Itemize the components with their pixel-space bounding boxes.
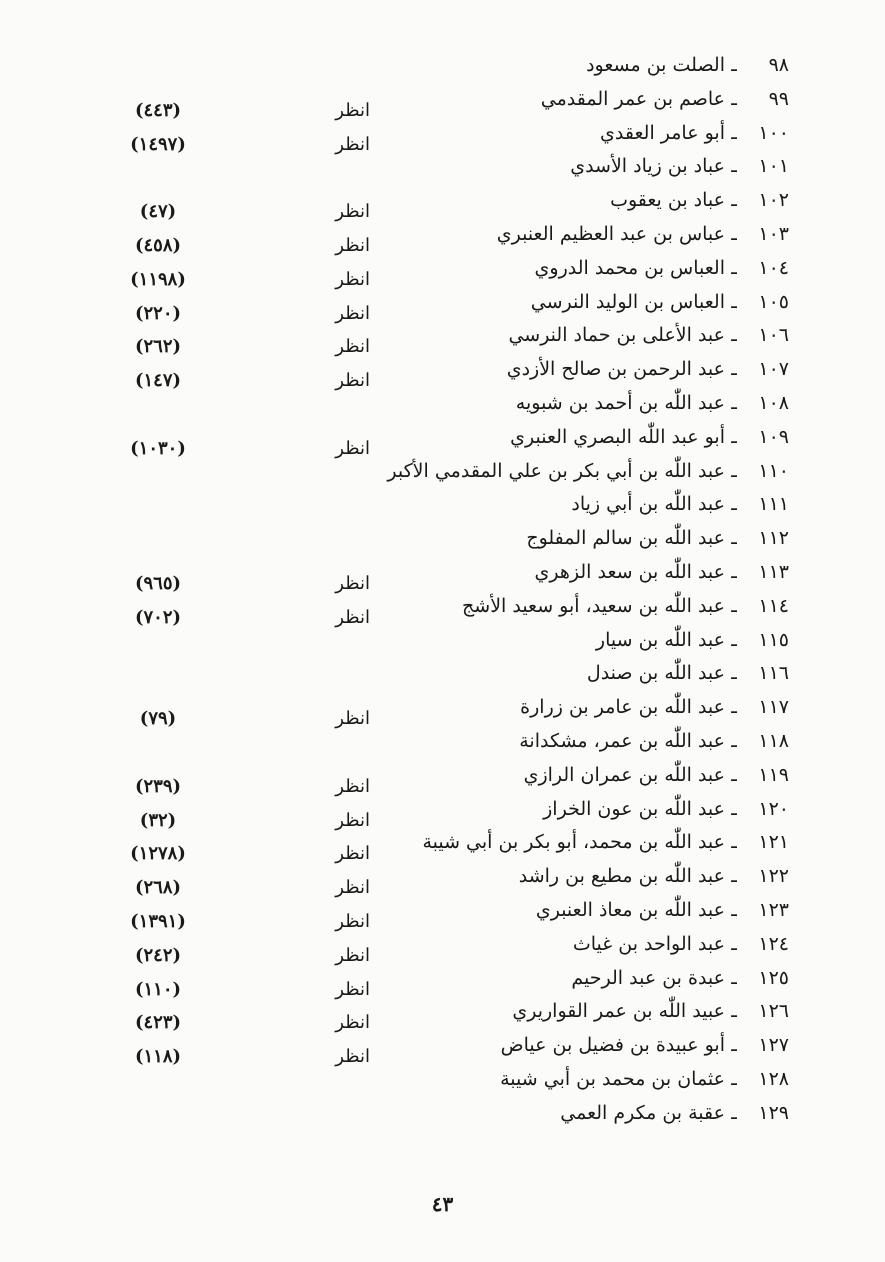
narrator-name: عبد اللّٰه بن سيار [595,628,725,651]
see-label: انظر [335,99,370,121]
narrator-name: عبد اللّٰه بن صندل [586,662,725,685]
narrator-name: عبيد اللّٰه بن عمر القواريري [512,1000,725,1023]
entry-row [0,489,885,523]
cross-reference: (٤٥٨) [134,234,182,256]
entry-dash: ـ [731,831,737,854]
entry-row [0,726,885,760]
entry-number: ١٠٧ [758,358,789,381]
see-label: انظر [335,606,370,628]
entry-dash: ـ [731,729,737,752]
narrator-name: عبد اللّٰه بن سالم المفلوج [526,527,725,550]
narrator-name: عبد اللّٰه بن سعيد، أبو سعيد الأشج [462,594,725,617]
narrator-name: عبد اللّٰه بن عمر، مشكدانة [519,729,725,752]
narrator-name: الصلت بن مسعود [586,54,725,76]
narrator-name: عبد اللّٰه بن عمران الرازي [523,763,725,786]
entry-row [0,861,885,899]
cross-reference: (٢٦٨) [134,877,182,899]
cross-reference: (٢٢٠) [134,302,182,324]
cross-reference: (٢٦٢) [134,336,182,358]
entry-row [0,388,885,422]
cross-reference: (٢٤٢) [134,944,182,966]
see-label: انظر [335,978,370,1000]
entry-number: ١٢٣ [758,898,789,921]
entry-number: ١١١ [758,493,789,516]
entry-dash: ـ [731,594,737,617]
entry-dash: ـ [731,290,737,313]
entry-dash: ـ [731,696,737,719]
see-label: انظر [335,944,370,966]
see-label: انظر [335,1046,370,1068]
narrator-name: عبد اللّٰه بن أبي زياد [571,493,725,516]
entry-dash: ـ [731,763,737,786]
entry-number: ١٠٠ [758,121,789,144]
entry-dash: ـ [731,155,737,178]
cross-reference: (١٣٩١) [130,910,186,932]
entry-number: ١١٧ [758,696,789,719]
entry-row [0,320,885,358]
cross-reference: (١١٠) [134,978,182,1000]
see-label: انظر [335,572,370,594]
entry-row [0,84,885,121]
entry-row [0,557,885,594]
narrator-name: عبد اللّٰه بن عون الخراز [543,797,725,820]
see-label: انظر [335,268,370,290]
entry-number: ١٢١ [758,831,789,854]
entry-number: ١١٨ [758,729,789,752]
see-label: انظر [335,877,370,899]
entry-dash: ـ [731,865,737,888]
see-label: انظر [335,302,370,324]
entry-number: ١١٥ [758,628,789,651]
entry-number: ١٠٥ [758,290,789,313]
narrator-name: أبو عامر العقدي [600,121,725,144]
entry-dash: ـ [731,222,737,245]
cross-reference: (١٠٣٠) [130,437,186,459]
entry-number: ١٠٩ [758,425,789,448]
narrator-name: عبد الأعلى بن حماد النرسي [508,324,725,347]
entry-row [0,456,885,490]
narrator-name: عباس بن عبد العظيم العنبري [496,222,725,245]
entry-list [0,50,885,1132]
entry-row [0,625,885,659]
entry-number: ١١٢ [758,527,789,550]
entry-number: ١٢٩ [758,1101,789,1124]
see-label: انظر [335,133,370,155]
narrator-name: أبو عبيدة بن فضيل بن عياض [500,1034,725,1057]
entry-row [0,692,885,730]
entry-dash: ـ [731,358,737,381]
entry-number: ١٠٢ [758,189,789,212]
see-label: انظر [335,809,370,831]
narrator-name: عبد اللّٰه بن أبي بكر بن علي المقدمي الأكبر [387,459,725,482]
entry-row [0,794,885,831]
entry-row [0,895,885,932]
entry-number: ١١٩ [758,763,789,786]
entry-dash: ـ [731,932,737,955]
narrator-name: العباس بن الوليد النرسي [530,290,725,313]
entry-row [0,1030,885,1068]
entry-dash: ـ [731,256,737,279]
entry-row [0,523,885,557]
see-label: انظر [335,910,370,932]
see-label: انظر [335,336,370,358]
entry-dash: ـ [731,324,737,347]
entry-dash: ـ [731,898,737,921]
narrator-name: أبو عبد اللّٰه البصري العنبري [510,425,725,448]
narrator-name: عبد اللّٰه بن مطيع بن راشد [518,865,725,888]
cross-reference: (٩٦٥) [134,572,182,594]
entry-number: ١٢٢ [758,865,789,888]
cross-reference: (٤٤٣) [134,99,182,121]
entry-number: ١٠٨ [758,391,789,414]
cross-reference: (١٤٧) [134,370,182,392]
entry-row [0,354,885,392]
entry-row [0,827,885,865]
see-label: انظر [335,201,370,223]
narrator-name: عباد بن يعقوب [610,189,725,212]
entry-number: ١١٣ [758,560,789,583]
entry-number: ١١٤ [758,594,789,617]
entry-number: ١٢٠ [758,797,789,820]
entry-number: ١٢٨ [758,1067,789,1090]
see-label: انظر [335,708,370,730]
cross-reference: (٧٩) [139,708,177,730]
entry-number: ١٢٥ [758,966,789,989]
narrator-name: عباد بن زياد الأسدي [570,155,725,178]
narrator-name: عاصم بن عمر المقدمي [540,87,725,110]
cross-reference: (٤٧) [139,201,177,223]
entry-dash: ـ [731,87,737,110]
narrator-name: عبد اللّٰه بن أحمد بن شبويه [515,391,725,414]
cross-reference: (٧٠٢) [134,606,182,628]
entry-dash: ـ [731,560,737,583]
entry-number: ١٠١ [758,155,789,178]
narrator-name: عبد اللّٰه بن محمد، أبو بكر بن أبي شيبة [422,831,725,854]
entry-row [0,760,885,797]
entry-dash: ـ [731,493,737,516]
entry-dash: ـ [731,459,737,482]
entry-dash: ـ [731,1034,737,1057]
cross-reference: (٣٢) [139,809,177,831]
entry-number: ١٢٤ [758,932,789,955]
entry-row [0,996,885,1034]
entry-dash: ـ [731,797,737,820]
entry-dash: ـ [731,966,737,989]
entry-row [0,50,885,84]
entry-row [0,118,885,155]
narrator-name: عبد اللّٰه بن عامر بن زرارة [520,696,725,719]
entry-dash: ـ [731,1101,737,1124]
see-label: انظر [335,1012,370,1034]
see-label: انظر [335,437,370,459]
entry-number: ١٠٦ [758,324,789,347]
entry-number: ٩٨ [768,54,789,76]
entry-number: ١١٠ [758,459,789,482]
entry-row [0,1064,885,1098]
cross-reference: (١١٩٨) [130,268,186,290]
entry-number: ١١٦ [758,662,789,685]
see-label: انظر [335,234,370,256]
cross-reference: (٤٢٣) [134,1012,182,1034]
entry-row [0,151,885,185]
narrator-name: عبد الرحمن بن صالح الأزدي [506,358,725,381]
entry-row [0,185,885,223]
cross-reference: (٢٣٩) [134,775,182,797]
entry-row [0,1098,885,1132]
entry-row [0,219,885,256]
entry-row [0,591,885,628]
entry-dash: ـ [731,527,737,550]
entry-dash: ـ [731,54,737,76]
cross-reference: (١١٨) [134,1046,182,1068]
entry-row [0,658,885,692]
see-label: انظر [335,843,370,865]
entry-number: ٩٩ [768,87,789,110]
entry-row [0,422,885,459]
entry-row [0,963,885,1000]
entry-dash: ـ [731,391,737,414]
entry-number: ١٠٣ [758,222,789,245]
entry-dash: ـ [731,1000,737,1023]
entry-dash: ـ [731,189,737,212]
entry-number: ١٠٤ [758,256,789,279]
cross-reference: (١٢٧٨) [130,843,186,865]
entry-row [0,929,885,966]
entry-row [0,287,885,324]
narrator-name: عبد الواحد بن غياث [572,932,725,955]
cross-reference: (١٤٩٧) [130,133,186,155]
entry-dash: ـ [731,1067,737,1090]
entry-dash: ـ [731,662,737,685]
narrator-name: عبدة بن عبد الرحيم [571,966,725,989]
entry-number: ١٢٧ [758,1034,789,1057]
narrator-name: عبد اللّٰه بن معاذ العنبري [535,898,725,921]
narrator-name: عبد اللّٰه بن سعد الزهري [534,560,725,583]
entry-row [0,253,885,290]
see-label: انظر [335,775,370,797]
narrator-name: عثمان بن محمد بن أبي شيبة [500,1067,725,1090]
entry-dash: ـ [731,628,737,651]
entry-number: ١٢٦ [758,1000,789,1023]
see-label: انظر [335,370,370,392]
page-number: ٤٣ [431,1192,454,1216]
entry-dash: ـ [731,121,737,144]
narrator-name: العباس بن محمد الدروي [534,256,725,279]
entry-dash: ـ [731,425,737,448]
narrator-name: عقبة بن مكرم العمي [560,1101,725,1124]
